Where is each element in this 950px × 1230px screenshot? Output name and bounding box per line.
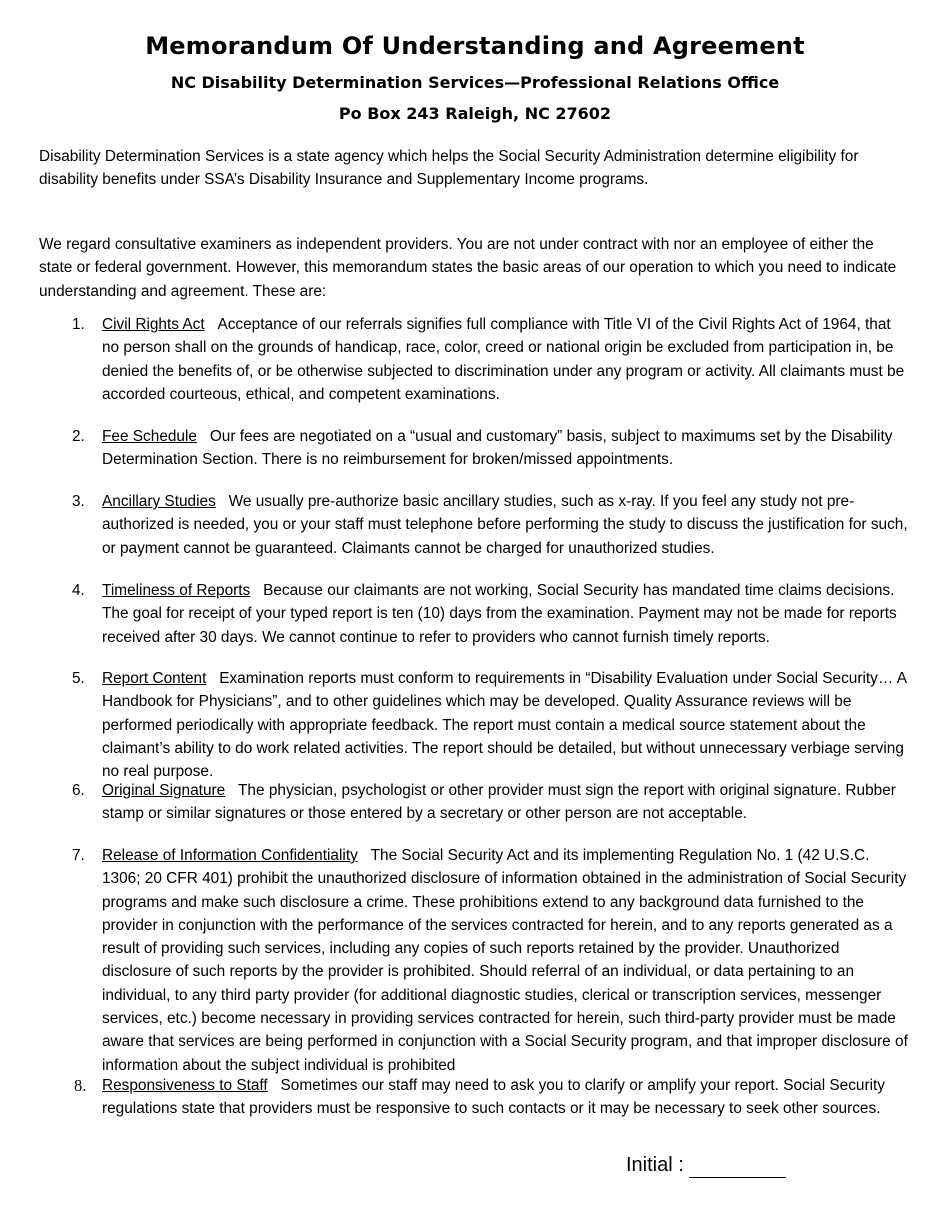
intro-paragraph-agency: Disability Determination Services is a state agency which helps the Social Security Administration determine eligibility for disability benefits under SSA’s Disability Insurance and Supplementary Income programs. — [39, 148, 859, 189]
item-text: Because our claimants are not working, Social Security has mandated time claims decisions. The goal for receipt of your typed report is ten (10) days from the examination. Payment may not be made for reports received after 30 days. We cannot continue to refer to providers who cannot furnish timely reports. — [102, 582, 897, 646]
document-title: Memorandum Of Understanding and Agreement — [145, 32, 805, 60]
item-number: 7. — [72, 847, 85, 864]
initial-label: Initial : — [626, 1154, 684, 1176]
item-text: Acceptance of our referrals signifies full compliance with Title VI of the Civil Rights Act of 1964, that no person shall on the grounds of handicap, race, color, creed or national origin be excluded from participation in, be denied the benefits of, or be otherwise subjected to discrimination under any program or activity. All claimants must be accorded courteous, ethical, and competent examinations. — [102, 316, 905, 403]
item-body — [102, 779, 910, 826]
item-heading: Fee Schedule — [102, 428, 197, 445]
item-heading: Report Content — [102, 670, 207, 687]
item-body — [102, 844, 910, 1077]
item-text: Sometimes our staff may need to ask you to clarify or amplify your report. Social Security regulations state that providers must be responsive to such contacts or it may be necessary to seek other sources. — [102, 1077, 886, 1118]
item-number: 5. — [72, 670, 85, 687]
item-body — [102, 579, 910, 649]
item-number: 4. — [72, 582, 85, 599]
item-heading: Original Signature — [102, 782, 226, 799]
initial-signature-field[interactable] — [689, 1177, 786, 1178]
item-body — [102, 313, 910, 406]
item-text: Examination reports must conform to requirements in “Disability Evaluation under Social Security… A Handbook for Physicians”, and to other guidelines which may be developed. Quality Assurance reviews will be performed periodically with appropriate feedback. The report must contain a medical source statement about the claimant’s ability to do work related activities. The report should be detailed, but without unnecessary verbiage serving no real purpose. — [102, 670, 907, 781]
item-text: We usually pre-authorize basic ancillary studies, such as x-ray. If you feel any study not pre-authorized is needed, you or your staff must telephone before performing the study to discuss the justification for such, or payment cannot be guaranteed. Claimants cannot be charged for unauthorized studies. — [102, 493, 908, 557]
item-body — [102, 425, 910, 472]
item-number: 1. — [72, 316, 85, 333]
item-number: 6. — [72, 782, 85, 799]
office-address: Po Box 243 Raleigh, NC 27602 — [338, 104, 612, 123]
item-heading: Ancillary Studies — [102, 493, 216, 510]
item-heading: Timeliness of Reports — [102, 582, 251, 599]
office-name: NC Disability Determination Services—Professional Relations Office — [170, 73, 780, 92]
item-body — [102, 1074, 910, 1121]
item-text: The Social Security Act and its implementing Regulation No. 1 (42 U.S.C. 1306; 20 CFR 401) prohibit the unauthorized disclosure of information obtained in the administration of Social Security programs and make such disclosure a crime. These prohibitions extend to any background data furnished to the provider in conjunction with the performance of the services contracted for herein, and to any reports generated as a result of providing such services, including any copies of such reports retained by the provider. Unauthorized disclosure of such reports by the provider is prohibited. Should referral of an individual, or data pertaining to an individual, to any third party provider (for additional diagnostic studies, clerical or transcription services, messenger services, etc.) become necessary in providing services contracted for herein, such third-party provider must be made aware that services are being performed in conjunction with a Social Security program, and that improper disclosure of information about the subject individual is prohibited — [102, 847, 908, 1074]
item-heading: Release of Information Confidentiality — [102, 847, 358, 864]
item-body — [102, 490, 910, 560]
item-number: 2. — [72, 428, 85, 445]
item-number: 3. — [72, 493, 85, 510]
item-text: Our fees are negotiated on a “usual and customary” basis, subject to maximums set by the Disability Determination Section. There is no reimbursement for broken/missed appointments. — [102, 428, 893, 469]
item-heading: Civil Rights Act — [102, 316, 205, 333]
item-body — [102, 667, 910, 783]
intro-paragraph-providers: We regard consultative examiners as independent providers. You are not under contract with nor an employee of either the state or federal government. However, this memorandum states the basic areas of our operation to which you need to indicate understanding and agreement. These are: — [39, 236, 897, 300]
item-heading: Responsiveness to Staff — [102, 1077, 268, 1094]
item-number: 8. — [74, 1076, 87, 1095]
item-text: The physician, psychologist or other provider must sign the report with original signature. Rubber stamp or similar signatures or those entered by a secretary or other person are not acceptable. — [102, 782, 896, 823]
